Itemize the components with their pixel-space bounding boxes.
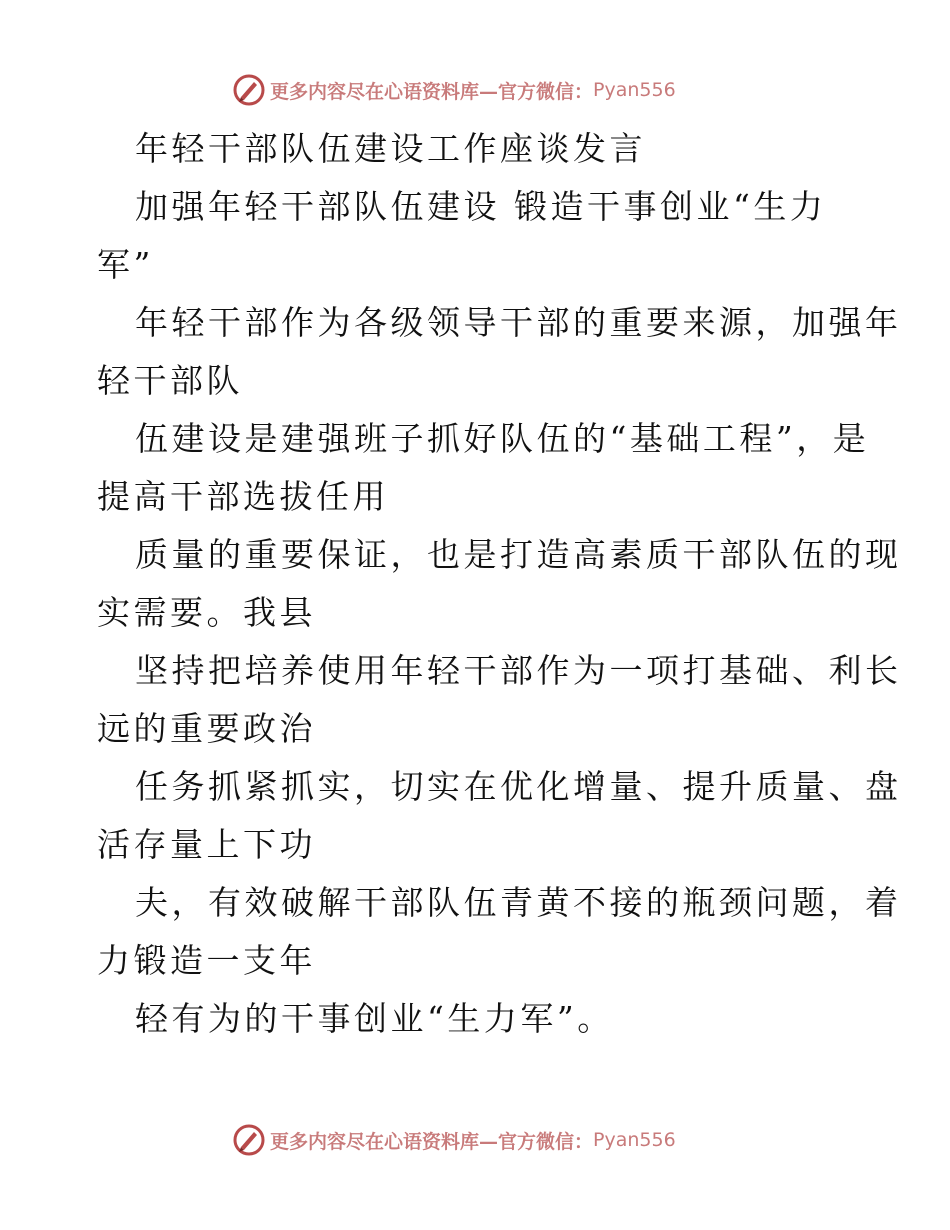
text-line: 军” [97, 245, 154, 284]
text-line: 年轻干部作为各级领导干部的重要来源，加强年 [135, 303, 902, 342]
document-body [97, 120, 902, 1048]
text-line: 坚持把培养使用年轻干部作为一项打基础、利长 [135, 651, 902, 690]
text-line: 年轻干部队伍建设工作座谈发言 [135, 129, 646, 168]
header-watermark [232, 70, 752, 110]
pen-logo-icon [232, 73, 266, 107]
text-line: 夫，有效破解干部队伍青黄不接的瓶颈问题，着 [135, 883, 902, 922]
text-line: 轻有为的干事创业“生力军”。 [135, 999, 614, 1038]
text-line: 加强年轻干部队伍建设 锻造干事创业“生力 [135, 187, 827, 226]
watermark-id: Pyan556 [593, 1129, 676, 1151]
text-line: 提高干部选拔任用 [97, 477, 389, 516]
footer-watermark [232, 1120, 752, 1160]
text-line: 远的重要政治 [97, 709, 316, 748]
text-line: 活存量上下功 [97, 825, 316, 864]
text-line: 轻干部队 [97, 361, 243, 400]
text-line: 任务抓紧抓实，切实在优化增量、提升质量、盘 [135, 767, 902, 806]
text-line: 伍建设是建强班子抓好队伍的“基础工程”，是 [135, 419, 870, 458]
watermark-id: Pyan556 [593, 79, 676, 101]
text-line: 质量的重要保证，也是打造高素质干部队伍的现 [135, 535, 902, 574]
watermark-text: 更多内容尽在心语资料库—官方微信： [270, 80, 594, 103]
text-line: 力锻造一支年 [97, 941, 316, 980]
text-line: 实需要。我县 [97, 593, 316, 632]
watermark-text: 更多内容尽在心语资料库—官方微信： [270, 1130, 594, 1153]
pen-logo-icon [232, 1123, 266, 1157]
